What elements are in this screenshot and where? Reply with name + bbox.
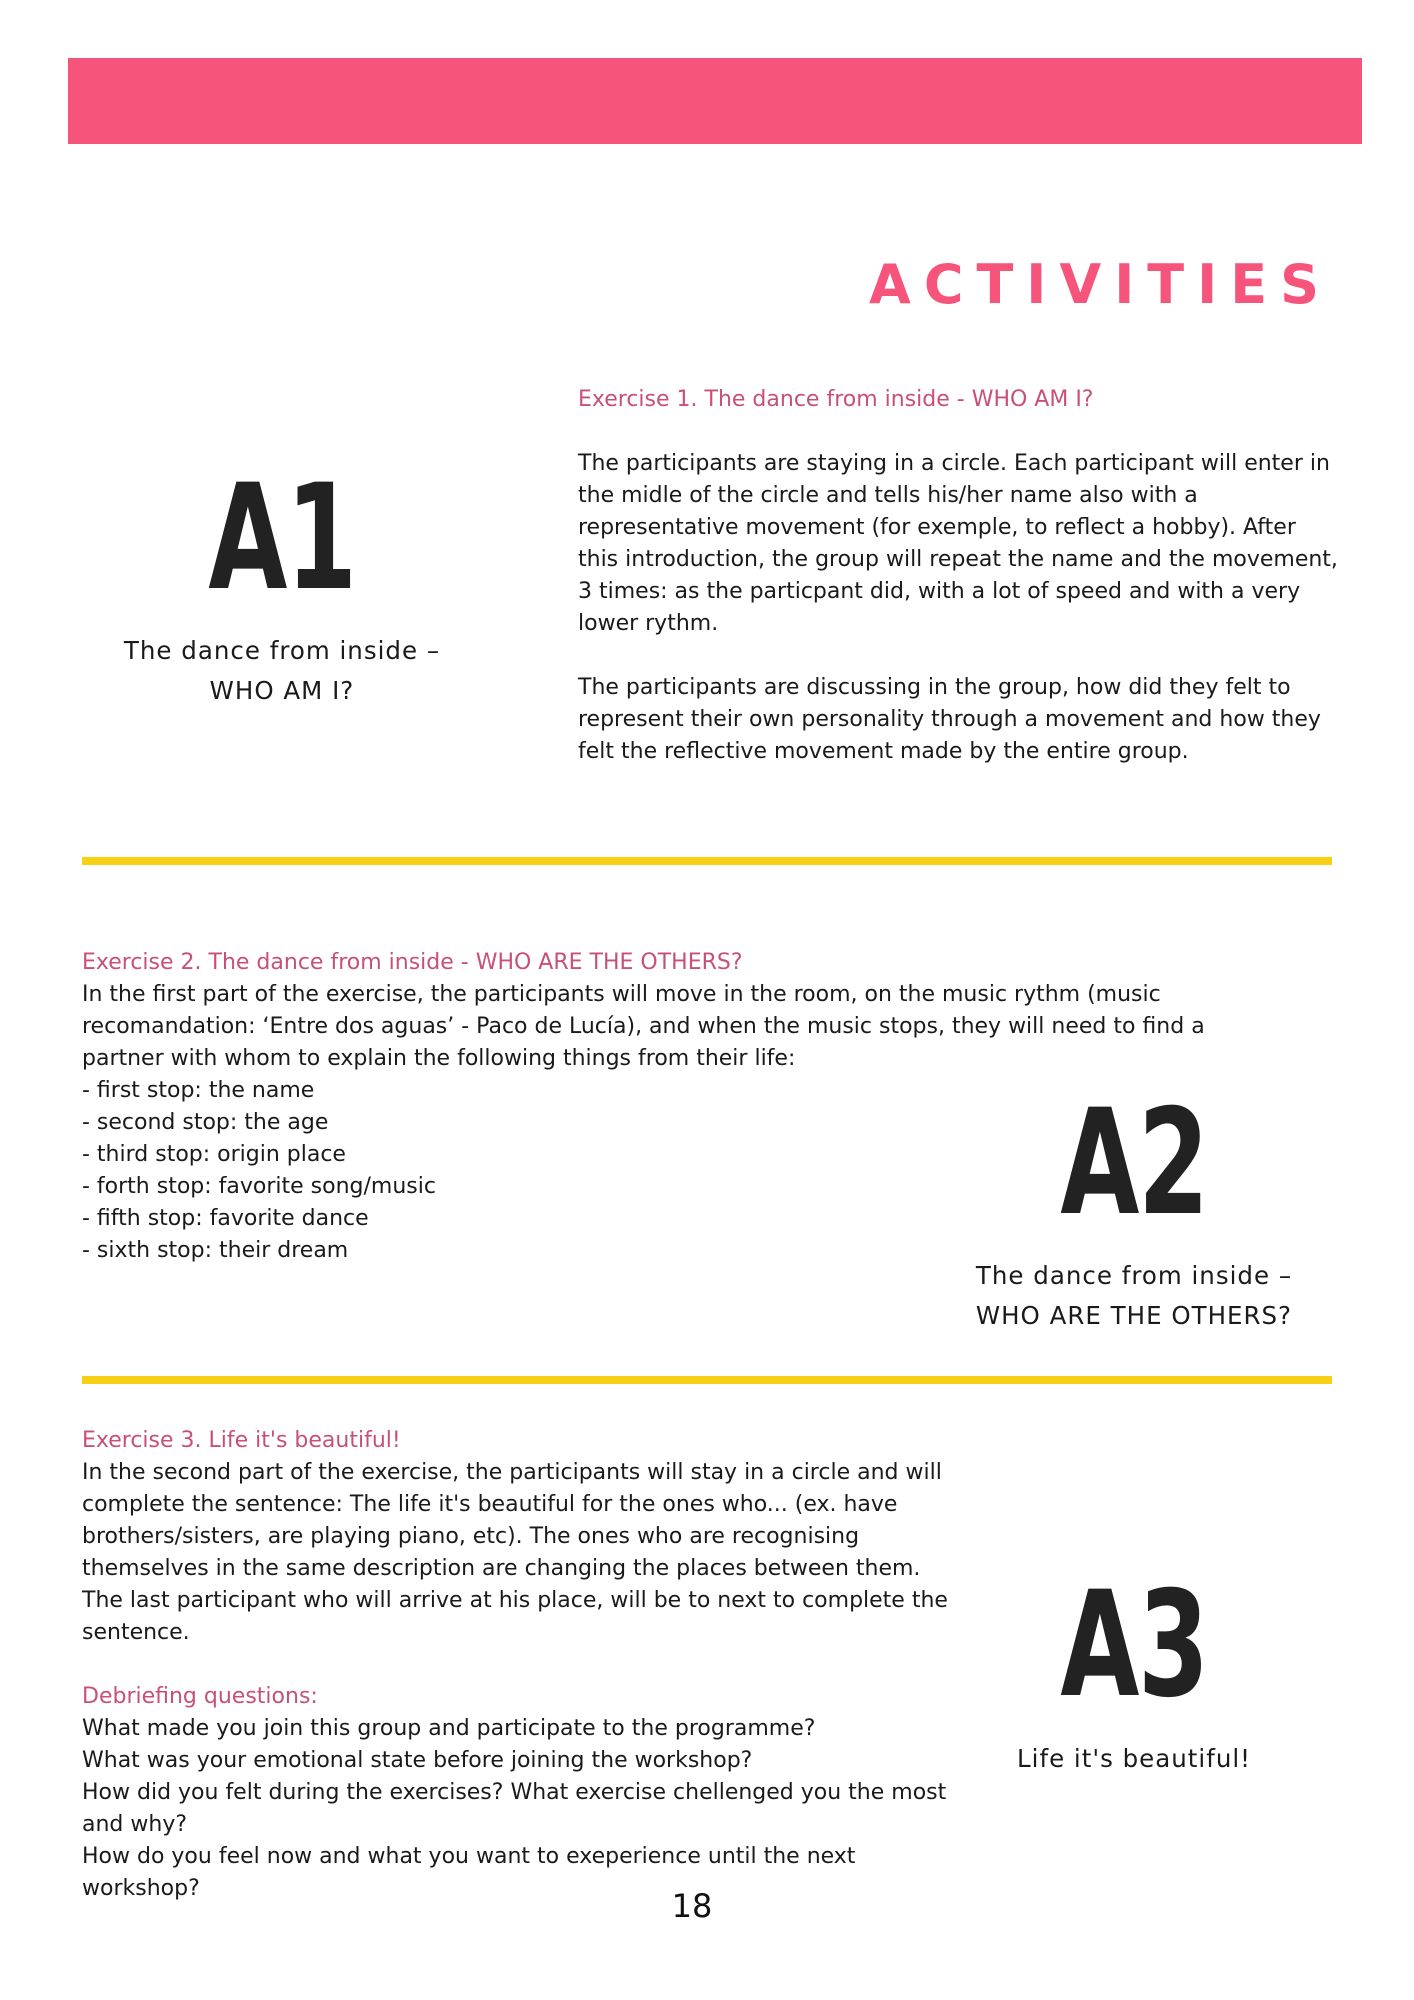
a2-caption-line2: WHO ARE THE OTHERS? bbox=[975, 1301, 1293, 1330]
a3-questions bbox=[82, 1713, 962, 1905]
section-divider-2 bbox=[82, 1376, 1332, 1384]
a1-caption-line1: The dance from inside – bbox=[123, 636, 441, 665]
a2-badge bbox=[934, 1078, 1334, 1248]
a3-exercise-title: Exercise 3. Life it's beautiful! bbox=[82, 1428, 401, 1453]
list-item: - second stop: the age bbox=[82, 1110, 329, 1135]
a1-badge bbox=[82, 453, 482, 623]
page-heading: ACTIVITIES bbox=[869, 253, 1332, 316]
header-bar bbox=[68, 58, 1362, 144]
a3-debrief-title: Debriefing questions: bbox=[82, 1684, 318, 1709]
list-item: - fifth stop: favorite dance bbox=[82, 1206, 369, 1231]
a1-description bbox=[578, 448, 1338, 768]
list-item: - first stop: the name bbox=[82, 1078, 315, 1103]
a1-paragraph-1: The participants are staying in a circle. Each participant will enter in the midle of the circle and tells his/her name also with a representative movement (for exemple, to reflect a hobby). After this introduction, the group will repeat the name and the movement, 3 times: as the particpant did, with a lot of speed and with a very lower rythm. bbox=[578, 451, 1338, 636]
a2-exercise-title: Exercise 2. The dance from inside - WHO ARE THE OTHERS? bbox=[82, 950, 743, 975]
page-number: 18 bbox=[671, 1887, 713, 1925]
a1-exercise-title: Exercise 1. The dance from inside - WHO AM I? bbox=[578, 387, 1094, 412]
a2-caption-line1: The dance from inside – bbox=[975, 1261, 1293, 1290]
a2-stops-list bbox=[82, 1075, 682, 1267]
list-item: - third stop: origin place bbox=[82, 1142, 346, 1167]
a1-caption-line2: WHO AM I? bbox=[209, 676, 355, 705]
a2-code: A2 bbox=[1060, 1078, 1208, 1248]
a3-badge bbox=[934, 1560, 1334, 1730]
list-item: - forth stop: favorite song/music bbox=[82, 1174, 436, 1199]
a2-intro: In the first part of the exercise, the participants will move in the room, on the music rythm (music recomandation: ‘Entre dos aguas’ - Paco de Lucía), and when the music stops, they will need to find a partner with whom to explain the following things from their life: bbox=[82, 982, 1205, 1071]
list-item: How do you feel now and what you want to exeperience until the next workshop? bbox=[82, 1844, 856, 1901]
list-item: - sixth stop: their dream bbox=[82, 1238, 349, 1263]
a3-code: A3 bbox=[1060, 1560, 1208, 1730]
list-item: How did you felt during the exercises? What exercise chellenged you the most and why? bbox=[82, 1780, 947, 1837]
a1-code: A1 bbox=[208, 453, 356, 623]
a1-paragraph-2: The participants are discussing in the group, how did they felt to represent their own personality through a movement and how they felt the reflective movement made by the entire group. bbox=[578, 675, 1321, 764]
a2-caption bbox=[934, 1256, 1334, 1336]
a1-caption bbox=[82, 631, 482, 711]
a3-caption: Life it's beautiful! bbox=[1016, 1744, 1251, 1773]
list-item: What was your emotional state before joining the workshop? bbox=[82, 1748, 753, 1773]
a3-paragraph: In the second part of the exercise, the participants will stay in a circle and will complete the sentence: The life it's beautiful for the ones who... (ex. have brothers/sisters, are playing piano, etc). The ones who are recognising themselves in the same description are changing the places between them. The last participant who will arrive at his place, will be to next to complete the sentence. bbox=[82, 1460, 948, 1645]
section-divider-1 bbox=[82, 857, 1332, 865]
list-item: What made you join this group and participate to the programme? bbox=[82, 1716, 816, 1741]
